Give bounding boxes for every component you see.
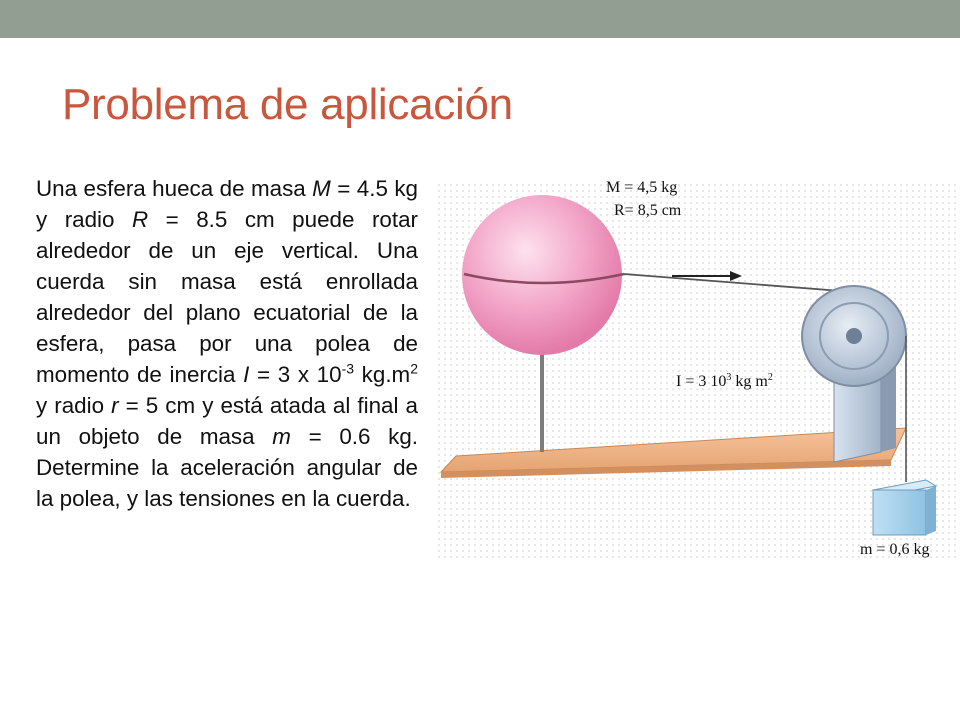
text-segment: = 4.5 kg y radio bbox=[36, 176, 418, 232]
pulley-radius-symbol: r bbox=[111, 393, 119, 418]
block-mass-symbol: m bbox=[272, 424, 291, 449]
text-segment: = 3 x 10 bbox=[249, 362, 342, 387]
physics-figure bbox=[436, 170, 956, 562]
problem-statement bbox=[36, 173, 418, 514]
block-mass-label: m = 0,6 kg bbox=[860, 541, 930, 558]
inertia-label-prefix: I = 3 10 bbox=[676, 373, 727, 390]
text-segment: y radio bbox=[36, 393, 112, 418]
text-segment: = 0.6 kg. Determine la aceleración angular de la polea, y las tensiones en la cuerda. bbox=[36, 424, 419, 511]
inertia-label-unit-exponent: 2 bbox=[767, 372, 773, 383]
inertia-label-exponent: 3 bbox=[726, 372, 732, 383]
top-band bbox=[0, 0, 960, 38]
pulley-axle bbox=[846, 328, 862, 344]
text-segment: = 8.5 cm puede rotar alrededor de un eje vertical. Una cuerda sin masa está enrollada alrededor del plano ecuatorial de la esfera, pasa por una polea de momento de inercia bbox=[36, 207, 418, 387]
text-segment: Una esfera hueca de masa bbox=[36, 176, 313, 201]
mass-symbol: M bbox=[312, 176, 331, 201]
text-segment: = 5 cm y está atada al final a un objeto de masa bbox=[36, 393, 418, 449]
sphere-mass-label: M = 4,5 kg bbox=[606, 179, 678, 196]
inertia-label-unit: kg m bbox=[731, 373, 768, 390]
figure-drawing bbox=[436, 170, 956, 562]
sphere-radius-label: R= 8,5 cm bbox=[614, 202, 682, 219]
text-segment: kg.m bbox=[354, 362, 411, 387]
hanging-block bbox=[873, 490, 926, 535]
inertia-exponent: -3 bbox=[341, 360, 355, 377]
area-exponent: 2 bbox=[410, 360, 418, 377]
slide-title: Problema de aplicación bbox=[62, 80, 513, 129]
radius-symbol: R bbox=[131, 207, 149, 232]
inertia-symbol: I bbox=[243, 362, 250, 387]
sphere-shaft bbox=[540, 340, 544, 452]
inertia-label bbox=[676, 372, 773, 390]
hollow-sphere bbox=[462, 195, 622, 355]
block-side bbox=[926, 486, 936, 535]
